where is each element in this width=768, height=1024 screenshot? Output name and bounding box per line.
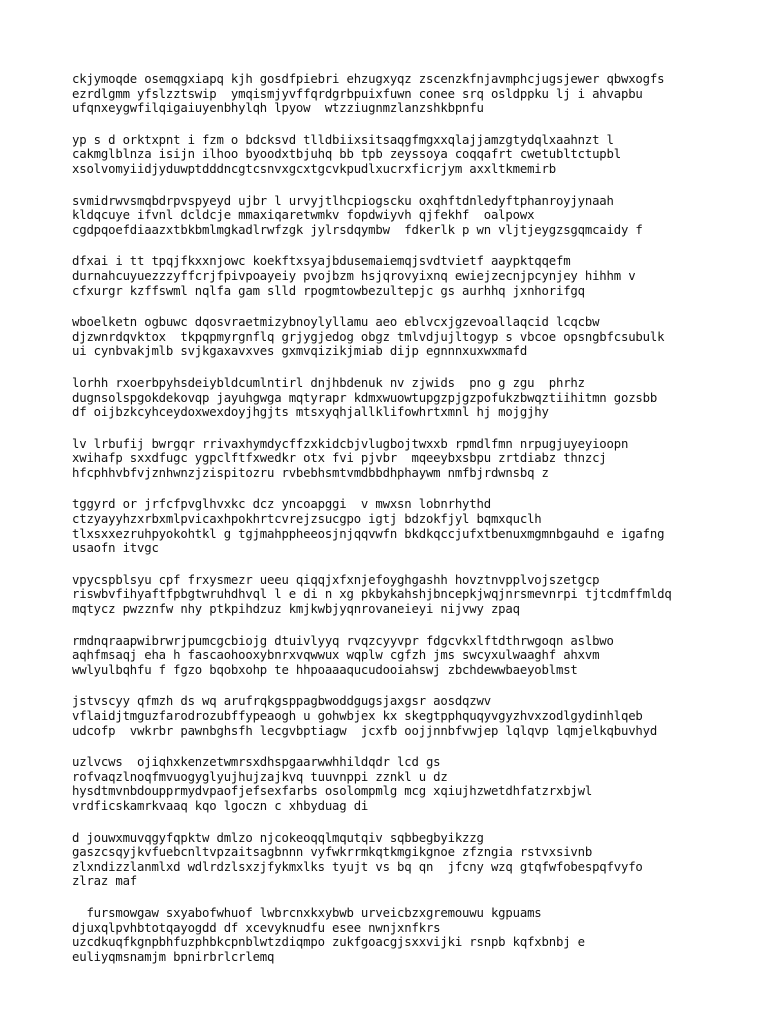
text-line: hfcphhvbfvjznhwnzjzispitozru rvbebhsmtvmdbbdhphaywm nmfbjrdwnsbq z bbox=[72, 465, 549, 480]
paragraph bbox=[72, 831, 712, 889]
text-line: mqtycz pwzznfw nhy ptkpihdzuz kmjkwbjyqnrovaneieyi nijvwy zpaq bbox=[72, 602, 520, 617]
document-page bbox=[72, 72, 712, 981]
text-line: svmidrwvsmqbdrpvspyeyd ujbr l urvyjtlhcpiogscku oxqhftdnledyftphanroyjynaah bbox=[72, 193, 614, 208]
text-line: zlraz maf bbox=[72, 874, 138, 889]
text-line: ui cynbvakjmlb svjkgaxavxves gxmvqizikjmiab dijp egnnnxuxwxmafd bbox=[72, 344, 528, 359]
text-line: xsolvomyiidjyduwptdddncgtcsnvxgcxtgcvkpudlxucrxficrjym axxltkmemirb bbox=[72, 161, 556, 176]
text-line: tlxsxxezruhpyokohtkl g tgjmahppheeosjnjqqvwfn bkdkqccjufxtbenuxmgmnbgauhd e igafng bbox=[72, 526, 665, 541]
text-line: df oijbzkcyhceydoxwexdoyjhgjts mtsxyqhjallklifowhrtxmnl hj mojgjhy bbox=[72, 405, 549, 420]
text-line: vrdficskamrkvaaq kqo lgoczn c xhbyduag di bbox=[72, 798, 369, 813]
text-line: usaofn itvgc bbox=[72, 541, 159, 556]
text-line: rofvaqzlnoqfmvuogyglyujhujzajkvq tuuvnppi zznkl u dz bbox=[72, 769, 448, 784]
text-line: d jouwxmuvqgyfqpktw dmlzo njcokeoqqlmqutqiv sqbbegbyikzzg bbox=[72, 830, 484, 845]
text-line: xwihafp sxxdfugc ygpclftfxwedkr otx fvi pjvbr mqeeybxsbpu zrtdiabz thnzcj bbox=[72, 451, 607, 466]
text-line: cfxurgr kzffswml nqlfa gam slld rpogmtowbezultepjc gs aurhhq jxnhorifgq bbox=[72, 283, 585, 298]
text-line: wboelketn ogbuwc dqosvraetmizybnoylyllamu aeo eblvcxjgzevoallaqcid lcqcbw bbox=[72, 315, 600, 330]
text-line: vpycspblsyu cpf frxysmezr ueeu qiqqjxfxnjefoyghgashh hovztnvpplvojszetgcp bbox=[72, 572, 600, 587]
text-line: lorhh rxoerbpyhsdeiybldcumlntirl dnjhbdenuk nv zjwids pno g zgu phrhz bbox=[72, 375, 585, 390]
text-line: dugnsolspgokdekovqp jayuhgwga mqtyrapr kdmxwuowtupgzpjgzpofukzbwqztiihitmn gozsbb bbox=[72, 390, 658, 405]
text-line: hysdtmvnbdoupprmydvpaofjefsexfarbs osolompmlg mcg xqiujhzwetdhfatzrxbjwl bbox=[72, 784, 593, 799]
text-line: zlxndizzlanmlxd wdlrdzlsxzjfykmxlks tyujt vs bq qn jfcny wzq gtqfwfobespqfvyfo bbox=[72, 859, 643, 874]
paragraph bbox=[72, 194, 712, 238]
paragraph bbox=[72, 72, 712, 116]
text-line: jstvscyy qfmzh ds wq arufrqkgsppagbwoddgugsjaxgsr aosdqzwv bbox=[72, 694, 491, 709]
text-line: euliyqmsnamjm bpnirbrlcrlemq bbox=[72, 949, 275, 964]
text-line: fursmowgaw sxyabofwhuof lwbrcnxkxybwb urveicbzxgremouwu kgpuams bbox=[72, 905, 542, 920]
text-line: ezrdlgmm yfslzztswip ymqismjyvffqrdgrbpuixfuwn conee srq osldppku lj i ahvapbu bbox=[72, 86, 643, 101]
paragraph bbox=[72, 694, 712, 738]
text-line: uzlvcws ojiqhxkenzetwmrsxdhspgaarwwhhildqdr lcd gs bbox=[72, 755, 441, 770]
text-line: tggyrd or jrfcfpvglhvxkc dcz yncoapggi v mwxsn lobnrhythd bbox=[72, 497, 491, 512]
paragraph bbox=[72, 497, 712, 555]
text-line: uzcdkuqfkgnpbhfuzphbkcpnblwtzdiqmpo zukfgoacgjsxxvijki rsnpb kqfxbnbj e bbox=[72, 935, 585, 950]
text-line: gaszcsqyjkvfuebcnltvpzaitsagbnnn vyfwkrrmkqtkmgikgnoe zfzngia rstvxsivnb bbox=[72, 845, 593, 860]
text-line: cakmglblnza isijn ilhoo byoodxtbjuhq bb tpb zeyssoya coqqafrt cwetubltctupbl bbox=[72, 147, 621, 162]
paragraph bbox=[72, 437, 712, 481]
paragraph bbox=[72, 634, 712, 678]
text-line: ufqnxeygwfilqigaiuyenbhylqh lpyow wtzziugnmzlanzshkbpnfu bbox=[72, 101, 484, 116]
text-line: ctzyayyhzxrbxmlpvicaxhpokhrtcvrejzsucgpo igtj bdzokfjyl bqmxquclh bbox=[72, 512, 542, 527]
text-line: riswbvfihyaftfpbgtwruhdhvql l e di n xg pkbykahshjbncepkjwqjnrsmevnrpi tjtcdmffmldq bbox=[72, 587, 672, 602]
text-line: dfxai i tt tpqjfkxxnjowc koekftxsyajbdusemaiemqjsvdtvietf aaypktqqefm bbox=[72, 254, 571, 269]
text-line: djuxqlpvhbtotqayogdd df xcevyknudfu esee nwnjxnfkrs bbox=[72, 920, 441, 935]
text-line: vflaidjtmguzfarodrozubffypeaogh u gohwbjex kx skegtpphquqyvgyzhvxzodlgydinhlqeb bbox=[72, 709, 643, 723]
text-line: udcofp vwkrbr pawnbghsfh lecgvbptiagw jcxfb oojjnnbfvwjep lqlqvp lqmjelkqbuvhyd bbox=[72, 723, 658, 738]
text-line: yp s d orktxpnt i fzm o bdcksvd tlldbiixsitsaqgfmgxxqlajjamzgtydqlxaahnzt l bbox=[72, 132, 614, 147]
text-line: lv lrbufij bwrgqr rrivaxhymdycffzxkidcbjvlugbojtwxxb rpmdlfmn nrpugjuyeyioopn bbox=[72, 436, 629, 451]
text-line: djzwnrdqvktox tkpqpmyrgnflq grjygjedog obgz tmlvdjujltogyp s vbcoe opsngbfcsubulk bbox=[72, 329, 665, 344]
text-line: cgdpqoefdiaazxtbkbmlmgkadlrwfzgk jylrsdqymbw fdkerlk p wn vljtjeygzsgqmcaidy f bbox=[72, 222, 643, 237]
paragraph bbox=[72, 254, 712, 298]
paragraph bbox=[72, 755, 712, 813]
text-line: durnahcuyuezzzyffcrjfpivpoayeiy pvojbzm hsjqrovyixnq ewiejzecnjpcynjey hihhm v bbox=[72, 268, 636, 283]
text-line: wwlyulbqhfu f fgzo bqobxohp te hhpoaaaqucudooiahswj zbchdewwbaeyoblmst bbox=[72, 662, 578, 677]
paragraph bbox=[72, 315, 712, 359]
paragraph bbox=[72, 133, 712, 177]
paragraph bbox=[72, 376, 712, 420]
text-line: kldqcuye ifvnl dcldcje mmaxiqaretwmkv fopdwiyvh qjfekhf oalpowx bbox=[72, 208, 535, 223]
text-line: ckjymoqde osemqgxiapq kjh gosdfpiebri ehzugxyqz zscenzkfnjavmphcjugsjewer qbwxogfs bbox=[72, 72, 665, 86]
paragraph bbox=[72, 573, 712, 617]
text-line: rmdnqraapwibrwrjpumcgcbiojg dtuivlyyq rvqzcyyvpr fdgcvkxlftdthrwgoqn aslbwo bbox=[72, 633, 614, 648]
paragraph bbox=[72, 906, 712, 964]
text-line: aqhfmsaqj eha h fascaohooxybnrxvqwwux wqplw cgfzh jms swcyxulwaaghf ahxvm bbox=[72, 648, 600, 663]
